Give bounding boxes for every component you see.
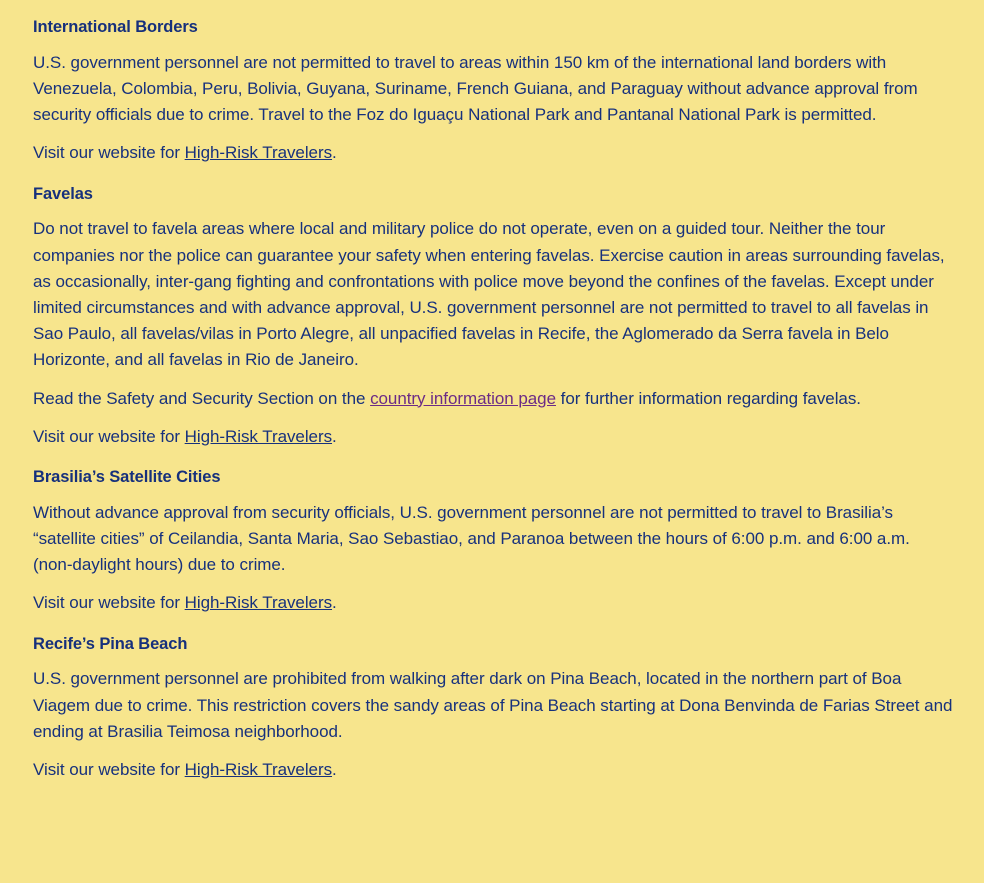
visit-prefix: Visit our website for xyxy=(33,143,185,163)
section-heading-international-borders: International Borders xyxy=(33,18,198,36)
visit-prefix: Visit our website for xyxy=(33,593,185,613)
section-paragraph-brasilia-satellite-cities: Without advance approval from security officials, U.S. government personnel are not permitted to travel to Brasilia’s “satellite cities” of Ceilandia, Santa Maria, Sao Sebastiao, and Paranoa between the hours of 6:00 p.m. and 6:00 a.m. (non-daylight hours) due to crime. xyxy=(33,502,910,575)
country-information-page-link[interactable]: country information page xyxy=(370,388,556,408)
section-paragraph-favelas: Do not travel to favela areas where local and military police do not operate, even on a guided tour. Neither the tour companies nor the police can guarantee your safety when entering favelas. Exercise caution in areas surrounding favelas, as occasionally, inter-gang fighting and confrontations with police move beyond the confines of the favelas. Except under limited circumstances and with advance approval, U.S. government personnel are not permitted to travel to all favelas in Sao Paulo, all favelas/vilas in Porto Alegre, all unpacified favelas in Recife, the Aglomerado da Serra favela in Belo Horizonte, and all favelas in Rio de Janeiro. xyxy=(33,219,945,370)
high-risk-travelers-link[interactable]: High-Risk Travelers xyxy=(184,426,333,446)
high-risk-travelers-link[interactable]: High-Risk Travelers xyxy=(184,760,333,780)
country-information-line xyxy=(33,386,953,412)
visit-prefix: Visit our website for xyxy=(33,760,185,780)
visit-suffix: . xyxy=(332,426,337,446)
visit-line-brasilia-satellite-cities xyxy=(33,590,953,616)
section-paragraph-international-borders: U.S. government personnel are not permitted to travel to areas within 150 km of the international land borders with Venezuela, Colombia, Peru, Bolivia, Guyana, Suriname, French Guiana, and Paraguay without advance approval from security officials due to crime. Travel to the Foz do Iguaçu National Park and Pantanal National Park is permitted. xyxy=(33,52,918,125)
visit-line-recife-pina-beach xyxy=(33,757,953,783)
visit-suffix: . xyxy=(332,760,337,780)
section-paragraph-recife-pina-beach: U.S. government personnel are prohibited from walking after dark on Pina Beach, located in the northern part of Boa Viagem due to crime. This restriction covers the sandy areas of Pina Beach starting at Dona Benvinda de Farias Street and ending at Brasilia Teimosa neighborhood. xyxy=(33,669,953,741)
visit-suffix: . xyxy=(332,593,337,613)
visit-suffix: . xyxy=(332,143,337,163)
country-info-suffix: for further information regarding favelas. xyxy=(556,388,861,408)
visit-prefix: Visit our website for xyxy=(33,426,185,446)
visit-line-favelas xyxy=(33,424,953,450)
section-heading-recife-pina-beach: Recife’s Pina Beach xyxy=(33,634,188,653)
high-risk-travelers-link[interactable]: High-Risk Travelers xyxy=(184,593,333,613)
visit-line-international-borders xyxy=(33,140,953,166)
section-heading-brasilia-satellite-cities: Brasilia’s Satellite Cities xyxy=(33,468,221,487)
high-risk-travelers-link[interactable]: High-Risk Travelers xyxy=(184,143,333,163)
section-heading-favelas: Favelas xyxy=(33,184,93,203)
country-info-prefix: Read the Safety and Security Section on the xyxy=(33,388,371,408)
